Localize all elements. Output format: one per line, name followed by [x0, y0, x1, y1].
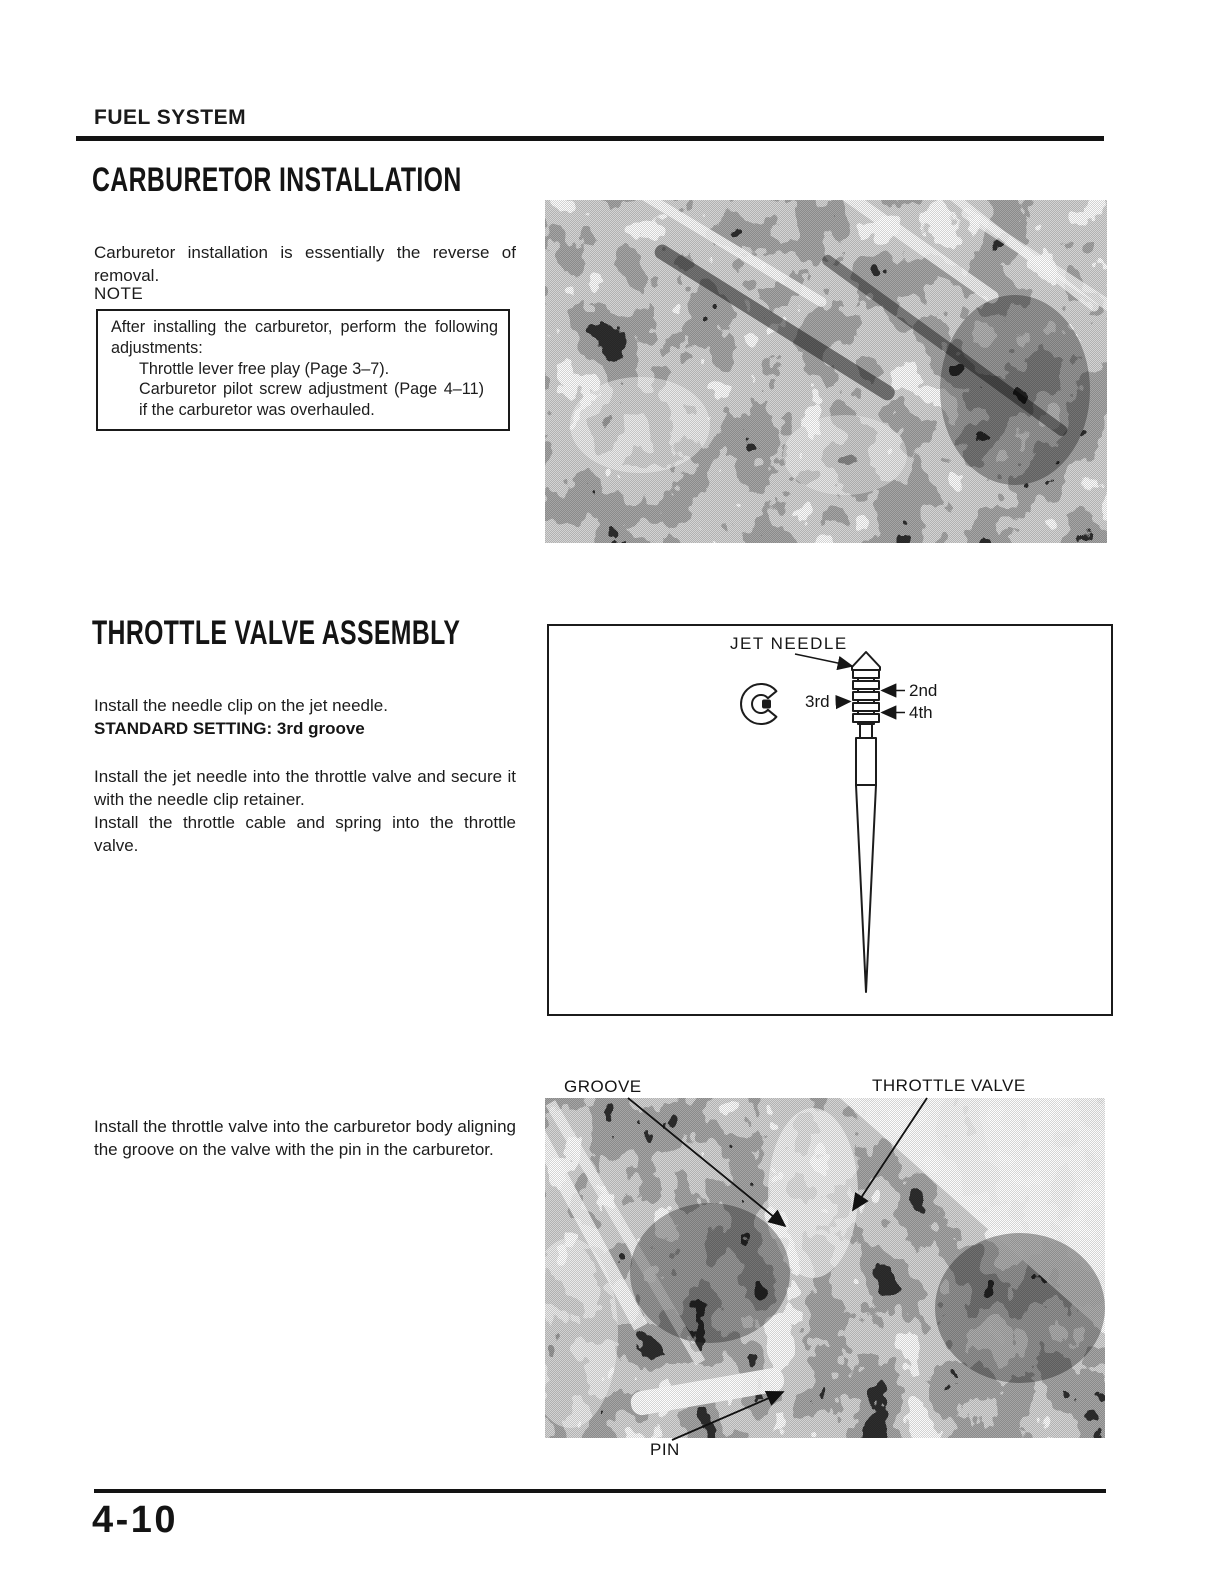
jet-needle-taper [856, 785, 876, 992]
groove-label: GROOVE [564, 1077, 642, 1096]
groove-2nd-label: 2nd [909, 681, 938, 700]
groove-3rd-label: 3rd [805, 692, 830, 711]
jet-needle-diagram [549, 626, 1111, 1014]
halftone-dots [545, 200, 1107, 543]
note-label: NOTE [94, 284, 144, 303]
groove-4th-label: 4th [909, 703, 933, 722]
step-jet-needle: Install the jet needle into the throttle valve and secure it with the needle clip retainer. [94, 767, 516, 809]
note-intro: After installing the carburetor, perform the following adjustments: [111, 318, 498, 357]
jet-needle-cap [852, 652, 880, 670]
step-needle-clip: Install the needle clip on the jet needle. [94, 696, 388, 715]
halftone-dots [545, 1098, 1105, 1438]
step-throttle-cable: Install the throttle cable and spring into the throttle valve. [94, 813, 516, 855]
jet-needle-figure [547, 624, 1113, 1016]
throttle-valve-photo [545, 1098, 1105, 1438]
step-install-valve: Install the throttle valve into the carburetor body aligning the groove on the valve with the pin in the carburetor. [94, 1117, 516, 1159]
carburetor-installation-intro: Carburetor installation is essentially the reverse of removal. [94, 243, 516, 285]
section-title-carburetor-installation: CARBURETOR INSTALLATION [92, 161, 462, 199]
needle-clip-icon [741, 684, 776, 724]
footer-rule [94, 1489, 1106, 1493]
note-box [96, 309, 510, 431]
section-title-throttle-valve-assembly: THROTTLE VALVE ASSEMBLY [92, 614, 461, 652]
note-item: Carburetor pilot screw adjustment (Page 4–11) if the carburetor was overhauled. [139, 380, 484, 420]
throttle-valve-label: THROTTLE VALVE [872, 1076, 1026, 1095]
standard-setting: STANDARD SETTING: 3rd groove [94, 719, 365, 738]
header-rule [76, 136, 1104, 141]
pin-label: PIN [650, 1440, 680, 1459]
carburetor-installation-photo [545, 200, 1107, 543]
page-number: 4-10 [92, 1499, 179, 1541]
step-jet-needle-block [94, 765, 516, 857]
jet-needle-label: JET NEEDLE [730, 634, 848, 653]
note-item: Throttle lever free play (Page 3–7). [139, 359, 390, 378]
page-header-title: FUEL SYSTEM [94, 106, 247, 129]
